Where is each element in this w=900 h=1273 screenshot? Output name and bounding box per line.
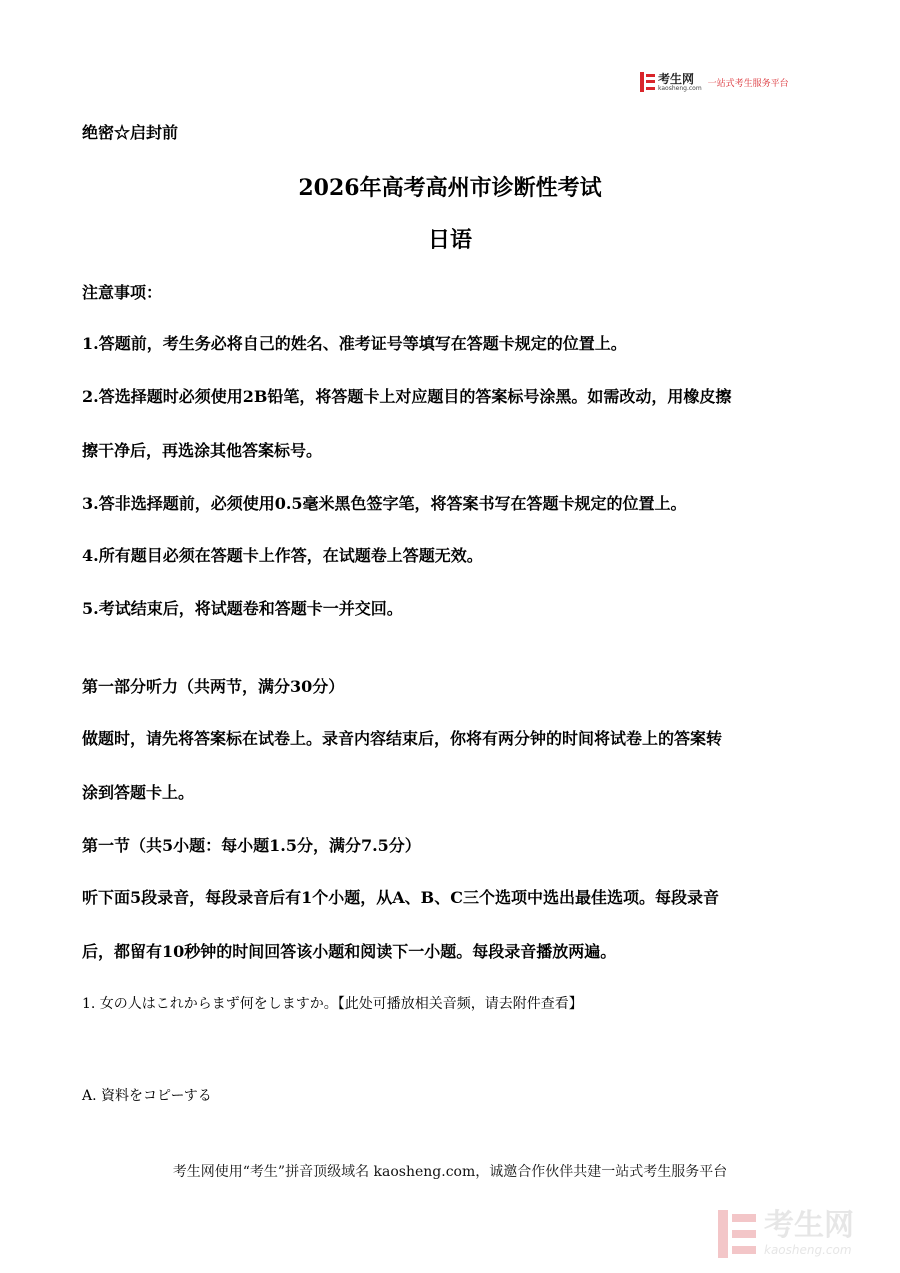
part1-instruction: 做题时，请先将答案标在试卷上。录音内容结束后，你将有两分钟的时间将试卷上的答案转 xyxy=(82,729,723,748)
part1-instruction: 涂到答题卡上。 xyxy=(82,783,195,802)
note-item: 1.答题前，考生务必将自己的姓名、准考证号等填写在答题卡规定的位置上。 xyxy=(82,334,627,353)
note-item: 3.答非选择题前，必须使用0.5毫米黑色签字笔，将答案书写在答题卡规定的位置上。 xyxy=(82,494,687,513)
note-item: 擦干净后，再选涂其他答案标号。 xyxy=(82,441,323,460)
notes-heading: 注意事项： xyxy=(82,283,163,302)
note-item: 4.所有题目必须在答题卡上作答，在试题卷上答题无效。 xyxy=(82,546,483,565)
section1-instruction: 后，都留有10秒钟的时间回答该小题和阅读下一小题。每段录音播放两遍。 xyxy=(82,942,617,961)
logo-domain: kaosheng.com xyxy=(658,84,702,92)
note-item: 5.考试结束后，将试题卷和答题卡一并交回。 xyxy=(82,599,403,618)
part1-heading: 第一部分听力（共两节，满分30分） xyxy=(82,677,345,696)
watermark-domain: kaosheng.com xyxy=(764,1243,852,1257)
exam-title: 2026年高考高州市诊断性考试 xyxy=(298,175,602,201)
logo-name: 考生网 xyxy=(658,71,695,86)
section1-instruction: 听下面5段录音，每段录音后有1个小题，从A、B、C三个选项中选出最佳选项。每段录音 xyxy=(82,888,719,907)
kaosheng-logo-icon xyxy=(640,72,655,92)
kaosheng-watermark-icon xyxy=(718,1210,756,1258)
header-logo[interactable] xyxy=(640,72,789,92)
question-1: 1. 女の人はこれからまず何をしますか。【此处可播放相关音频，请去附件查看】 xyxy=(82,996,583,1012)
watermark-name: 考生网 xyxy=(764,1208,854,1243)
confidential-label: 绝密☆启封前 xyxy=(82,123,179,142)
section1-heading: 第一节（共5小题：每小题1.5分，满分7.5分） xyxy=(82,836,421,855)
exam-subject: 日语 xyxy=(427,227,472,253)
logo-slogan: 一站式考生服务平台 xyxy=(707,78,789,89)
option-a: A. 資料をコピーする xyxy=(82,1088,212,1104)
note-item: 2.答选择题时必须使用2B铅笔，将答题卡上对应题目的答案标号涂黑。如需改动，用橡皮擦 xyxy=(82,387,732,406)
watermark xyxy=(718,1210,854,1258)
footer-text: 考生网使用“考生”拼音顶级域名 kaosheng.com，诚邀合作伙伴共建一站式考生服务平台 xyxy=(172,1164,728,1180)
